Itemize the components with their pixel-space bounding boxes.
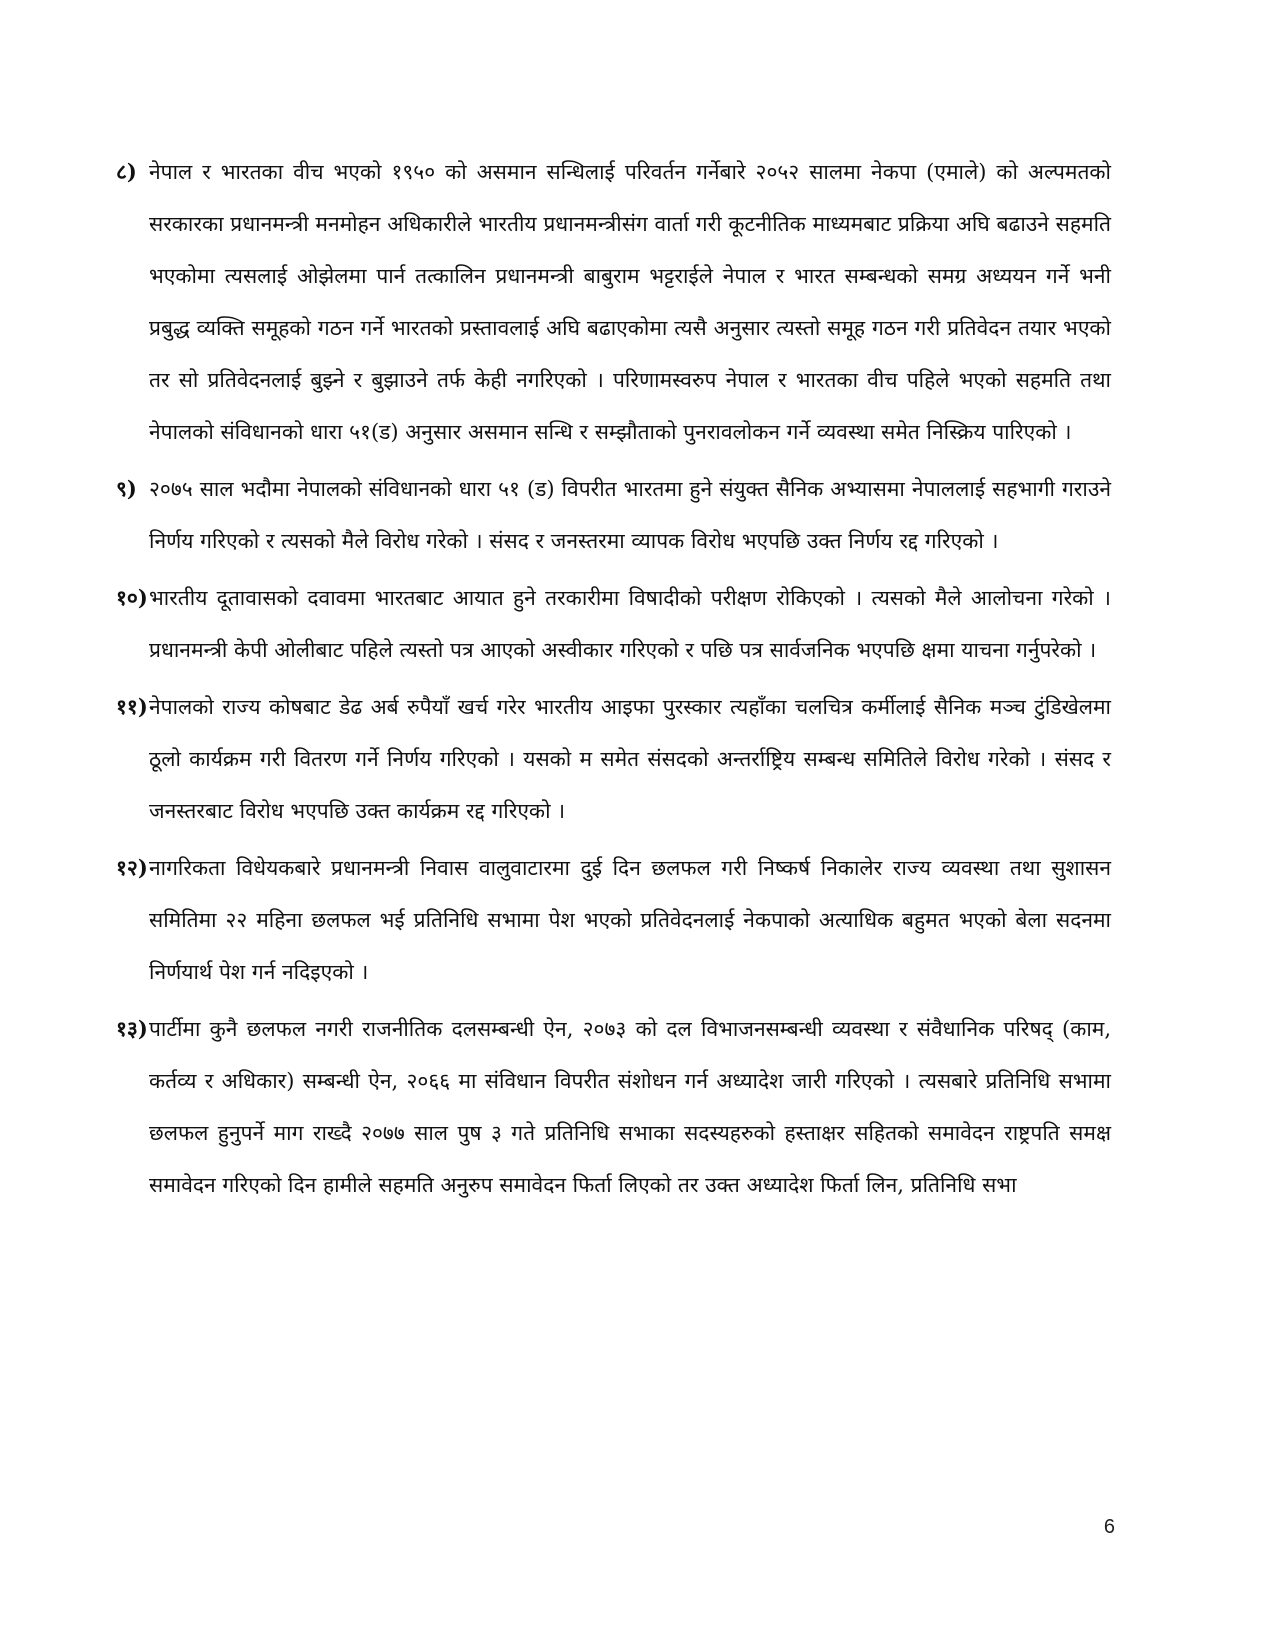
item-text: पार्टीमा कुनै छलफल नगरी राजनीतिक दलसम्बन्धी ऐन, २०७३ को दल विभाजनसम्बन्धी व्यवस्था र संवैधानिक परिषद् (काम, कर्तव्य र अधिकार) सम्बन्धी ऐन, २०६६ मा संविधान विपरीत संशोधन गर्न अध्यादेश जारी गरिएको । त्यसबारे प्रतिनिधि सभामा छलफल हुनुपर्ने माग राख्दै २०७७ साल पुष ३ गते प्रतिनिधि सभाका सदस्यहरुको हस्ताक्षर सहितको समावेदन राष्ट्रपति समक्ष समावेदन गरिएको दिन हामीले सहमति अनुरुप समावेदन फिर्ता लिएको तर उक्त अध्यादेश फिर्ता लिन, प्रतिनिधि सभा xyxy=(149,1017,1111,1197)
item-number: १०) xyxy=(116,585,148,610)
item-number: ११) xyxy=(116,694,148,719)
page-number: 6 xyxy=(1103,1516,1115,1538)
list-item xyxy=(116,463,1111,567)
item-text: नेपालको राज्य कोषबाट डेढ अर्ब रुपैयाँ खर्च गरेर भारतीय आइफा पुरस्कार त्यहाँका चलचित्र कर्मीलाई सैनिक मञ्च टुंडिखेलमा ठूलो कार्यक्रम गरी वितरण गर्ने निर्णय गरिएको । यसको म समेत संसदको अन्तर्राष्ट्रिय सम्बन्ध समितिले विरोध गरेको । संसद र जनस्तरबाट विरोध भएपछि उक्त कार्यक्रम रद्द गरिएको । xyxy=(149,695,1111,823)
list-item xyxy=(116,572,1111,676)
item-text: २०७५ साल भदौमा नेपालको संविधानको धारा ५१ (ड) विपरीत भारतमा हुने संयुक्त सैनिक अभ्यासमा नेपाललाई सहभागी गराउने निर्णय गरिएको र त्यसको मैले विरोध गरेको । संसद र जनस्तरमा व्यापक विरोध भएपछि उक्त निर्णय रद्द गरिएको । xyxy=(149,477,1111,553)
item-number: १३) xyxy=(116,1016,148,1041)
document-body xyxy=(116,146,1111,1216)
item-text: नागरिकता विधेयकबारे प्रधानमन्त्री निवास वालुवाटारमा दुई दिन छलफल गरी निष्कर्ष निकालेर राज्य व्यवस्था तथा सुशासन समितिमा २२ महिना छलफल भई प्रतिनिधि सभामा पेश भएको प्रतिवेदनलाई नेकपाको अत्याधिक बहुमत भएको बेला सदनमा निर्णयार्थ पेश गर्न नदिइएको । xyxy=(149,856,1111,984)
item-number: ८) xyxy=(116,159,137,184)
item-text: भारतीय दूतावासको दवावमा भारतबाट आयात हुने तरकारीमा विषादीको परीक्षण रोकिएको । त्यसको मैले आलोचना गरेको । प्रधानमन्त्री केपी ओलीबाट पहिले त्यस्तो पत्र आएको अस्वीकार गरिएको र पछि पत्र सार्वजनिक भएपछि क्षमा याचना गर्नुपरेको । xyxy=(149,586,1111,662)
list-item xyxy=(116,681,1111,837)
item-number: १२) xyxy=(116,855,148,880)
item-text: नेपाल र भारतका वीच भएको १९५० को असमान सन्धिलाई परिवर्तन गर्नेबारे २०५२ सालमा नेकपा (एमाले) को अल्पमतको सरकारका प्रधानमन्त्री मनमोहन अधिकारीले भारतीय प्रधानमन्त्रीसंग वार्ता गरी कूटनीतिक माध्यमबाट प्रक्रिया अघि बढाउने सहमति भएकोमा त्यसलाई ओझेलमा पार्न तत्कालिन प्रधानमन्त्री बाबुराम भट्टराईले नेपाल र भारत सम्बन्धको समग्र अध्ययन गर्ने भनी प्रबुद्ध व्यक्ति समूहको गठन गर्ने भारतको प्रस्तावलाई अघि बढाएकोमा त्यसै अनुसार त्यस्तो समूह गठन गरी प्रतिवेदन तयार भएको तर सो प्रतिवेदनलाई बुझ्ने र बुझाउने तर्फ केही नगरिएको । परिणामस्वरुप नेपाल र भारतका वीच पहिले भएको सहमति तथा नेपालको संविधानको धारा ५१(ड) अनुसार असमान सन्धि र सम्झौताको पुनरावलोकन गर्ने व्यवस्था समेत निस्क्रिय पारिएको । xyxy=(149,160,1111,444)
list-item xyxy=(116,1003,1111,1211)
list-item xyxy=(116,842,1111,998)
list-item xyxy=(116,146,1111,458)
item-number: ९) xyxy=(116,476,137,501)
